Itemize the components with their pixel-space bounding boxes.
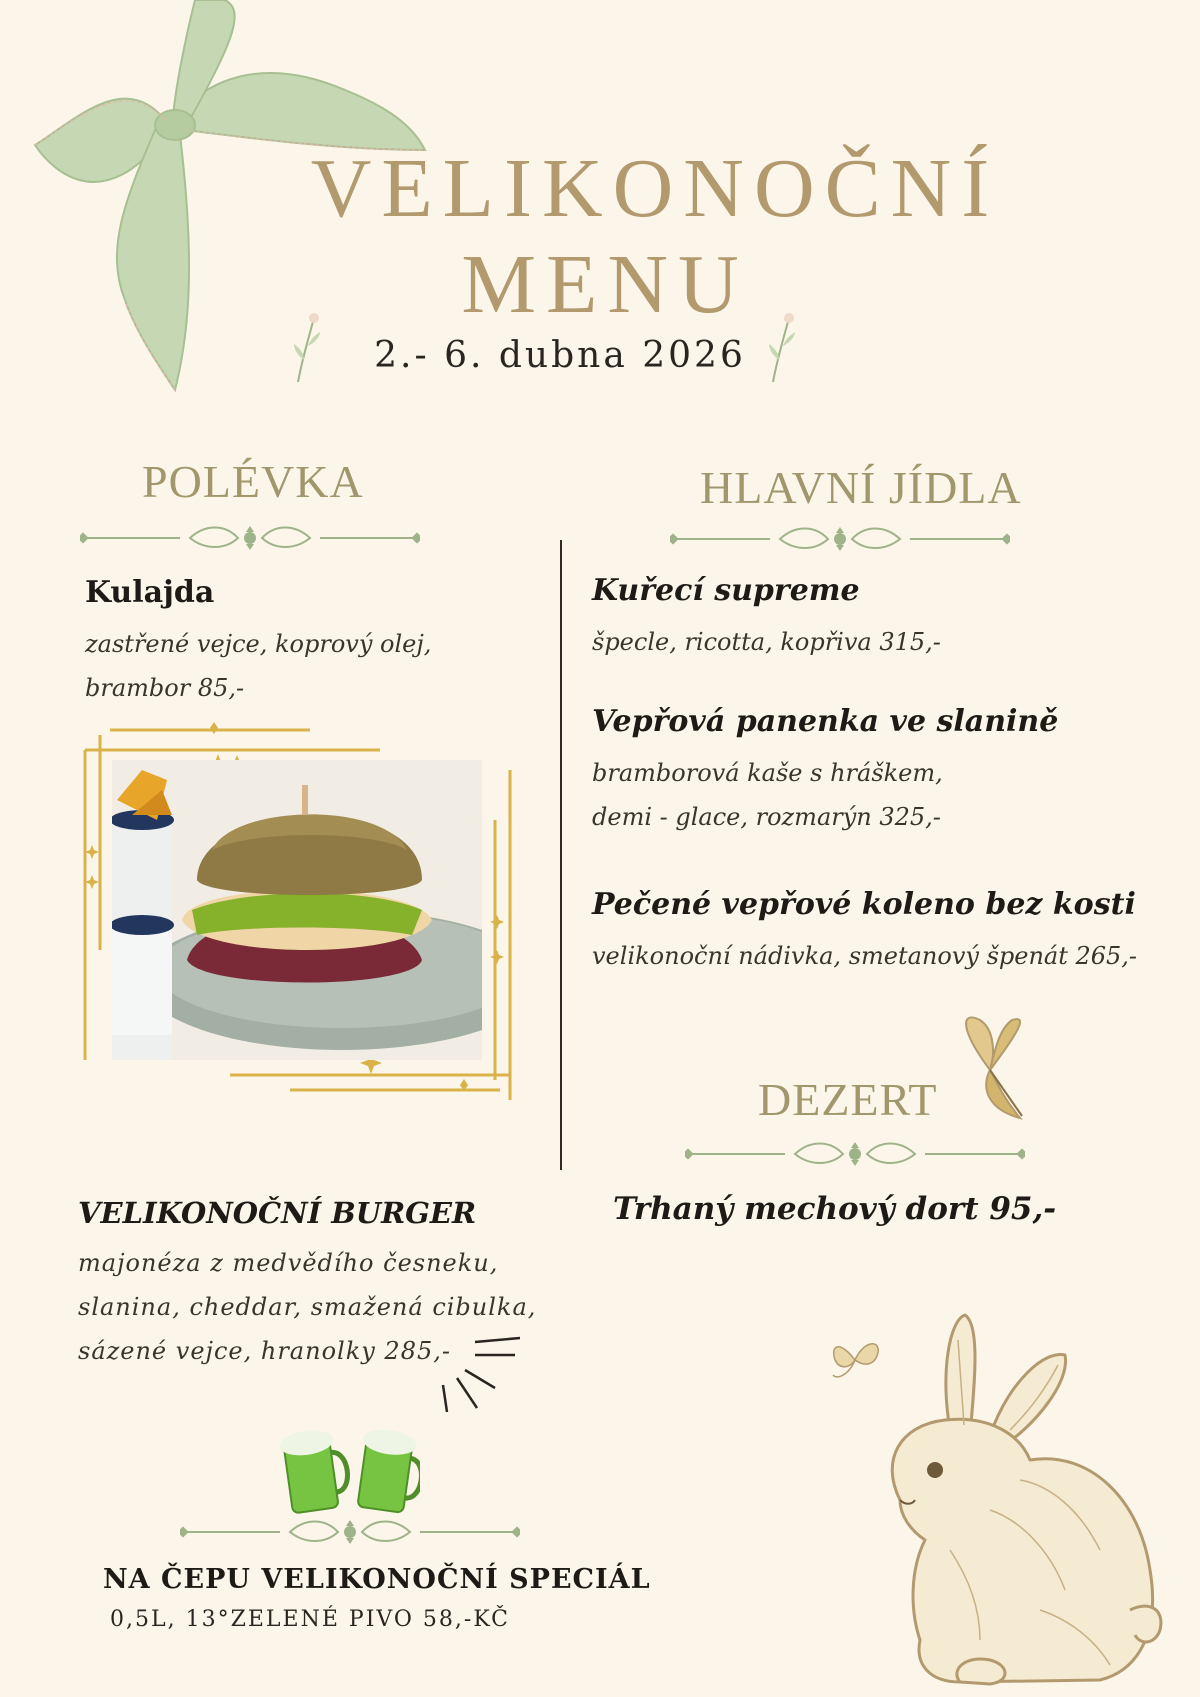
main-item-name: Pečené vepřové koleno bez kosti bbox=[592, 887, 1136, 922]
burger-desc-3: sázené vejce, hranolky 285,- bbox=[78, 1337, 451, 1365]
menu-date: 2.- 6. dubna 2026 bbox=[374, 335, 746, 376]
menu-title-line2: MENU bbox=[461, 238, 749, 331]
soup-item-desc-2: brambor 85,- bbox=[85, 674, 245, 702]
dessert-item: Trhaný mechový dort 95,- bbox=[613, 1191, 1057, 1227]
main-item-name: Kuřecí supreme bbox=[592, 573, 860, 608]
main-item-desc: bramborová kaše s hráškem, bbox=[592, 759, 943, 787]
ornament-divider-icon bbox=[670, 521, 1010, 557]
main-item-name: Vepřová panenka ve slanině bbox=[592, 704, 1059, 739]
burger-desc-2: slanina, cheddar, smažená cibulka, bbox=[78, 1293, 537, 1321]
dessert-heading: DEZERT bbox=[758, 1074, 938, 1125]
main-item-desc: špecle, ricotta, kopřiva 315,- bbox=[592, 628, 941, 656]
rabbit-illustration bbox=[840, 1310, 1180, 1690]
beer-mugs-icon bbox=[280, 1420, 420, 1520]
beer-special-title: NA ČEPU VELIKONOČNÍ SPECIÁL bbox=[103, 1564, 651, 1595]
burger-photo bbox=[112, 760, 482, 1060]
column-divider bbox=[560, 540, 562, 1170]
soup-item-name: Kulajda bbox=[85, 575, 215, 610]
butterfly-icon bbox=[950, 1010, 1030, 1120]
main-item-desc: demi - glace, rozmarýn 325,- bbox=[592, 803, 941, 831]
ornament-divider-icon bbox=[80, 520, 420, 556]
burger-desc-1: majonéza z medvědího česneku, bbox=[78, 1249, 499, 1277]
soup-item-desc-1: zastřené vejce, koprový olej, bbox=[85, 630, 432, 658]
flower-sprig-icon bbox=[765, 310, 805, 385]
menu-title-line1: VELIKONOČNÍ bbox=[310, 142, 1000, 235]
burger-name: VELIKONOČNÍ BURGER bbox=[78, 1196, 477, 1230]
ornament-divider-icon bbox=[685, 1136, 1025, 1172]
beer-special-desc: 0,5L, 13°ZELENÉ PIVO 58,-KČ bbox=[110, 1607, 511, 1632]
main-item-desc: velikonoční nádivka, smetanový špenát 265,- bbox=[592, 942, 1138, 970]
sparkle-lines-icon bbox=[435, 1330, 525, 1420]
ornament-divider-icon bbox=[180, 1514, 520, 1550]
mains-heading: HLAVNÍ JÍDLA bbox=[700, 462, 1022, 513]
soup-heading: POLÉVKA bbox=[142, 456, 364, 507]
